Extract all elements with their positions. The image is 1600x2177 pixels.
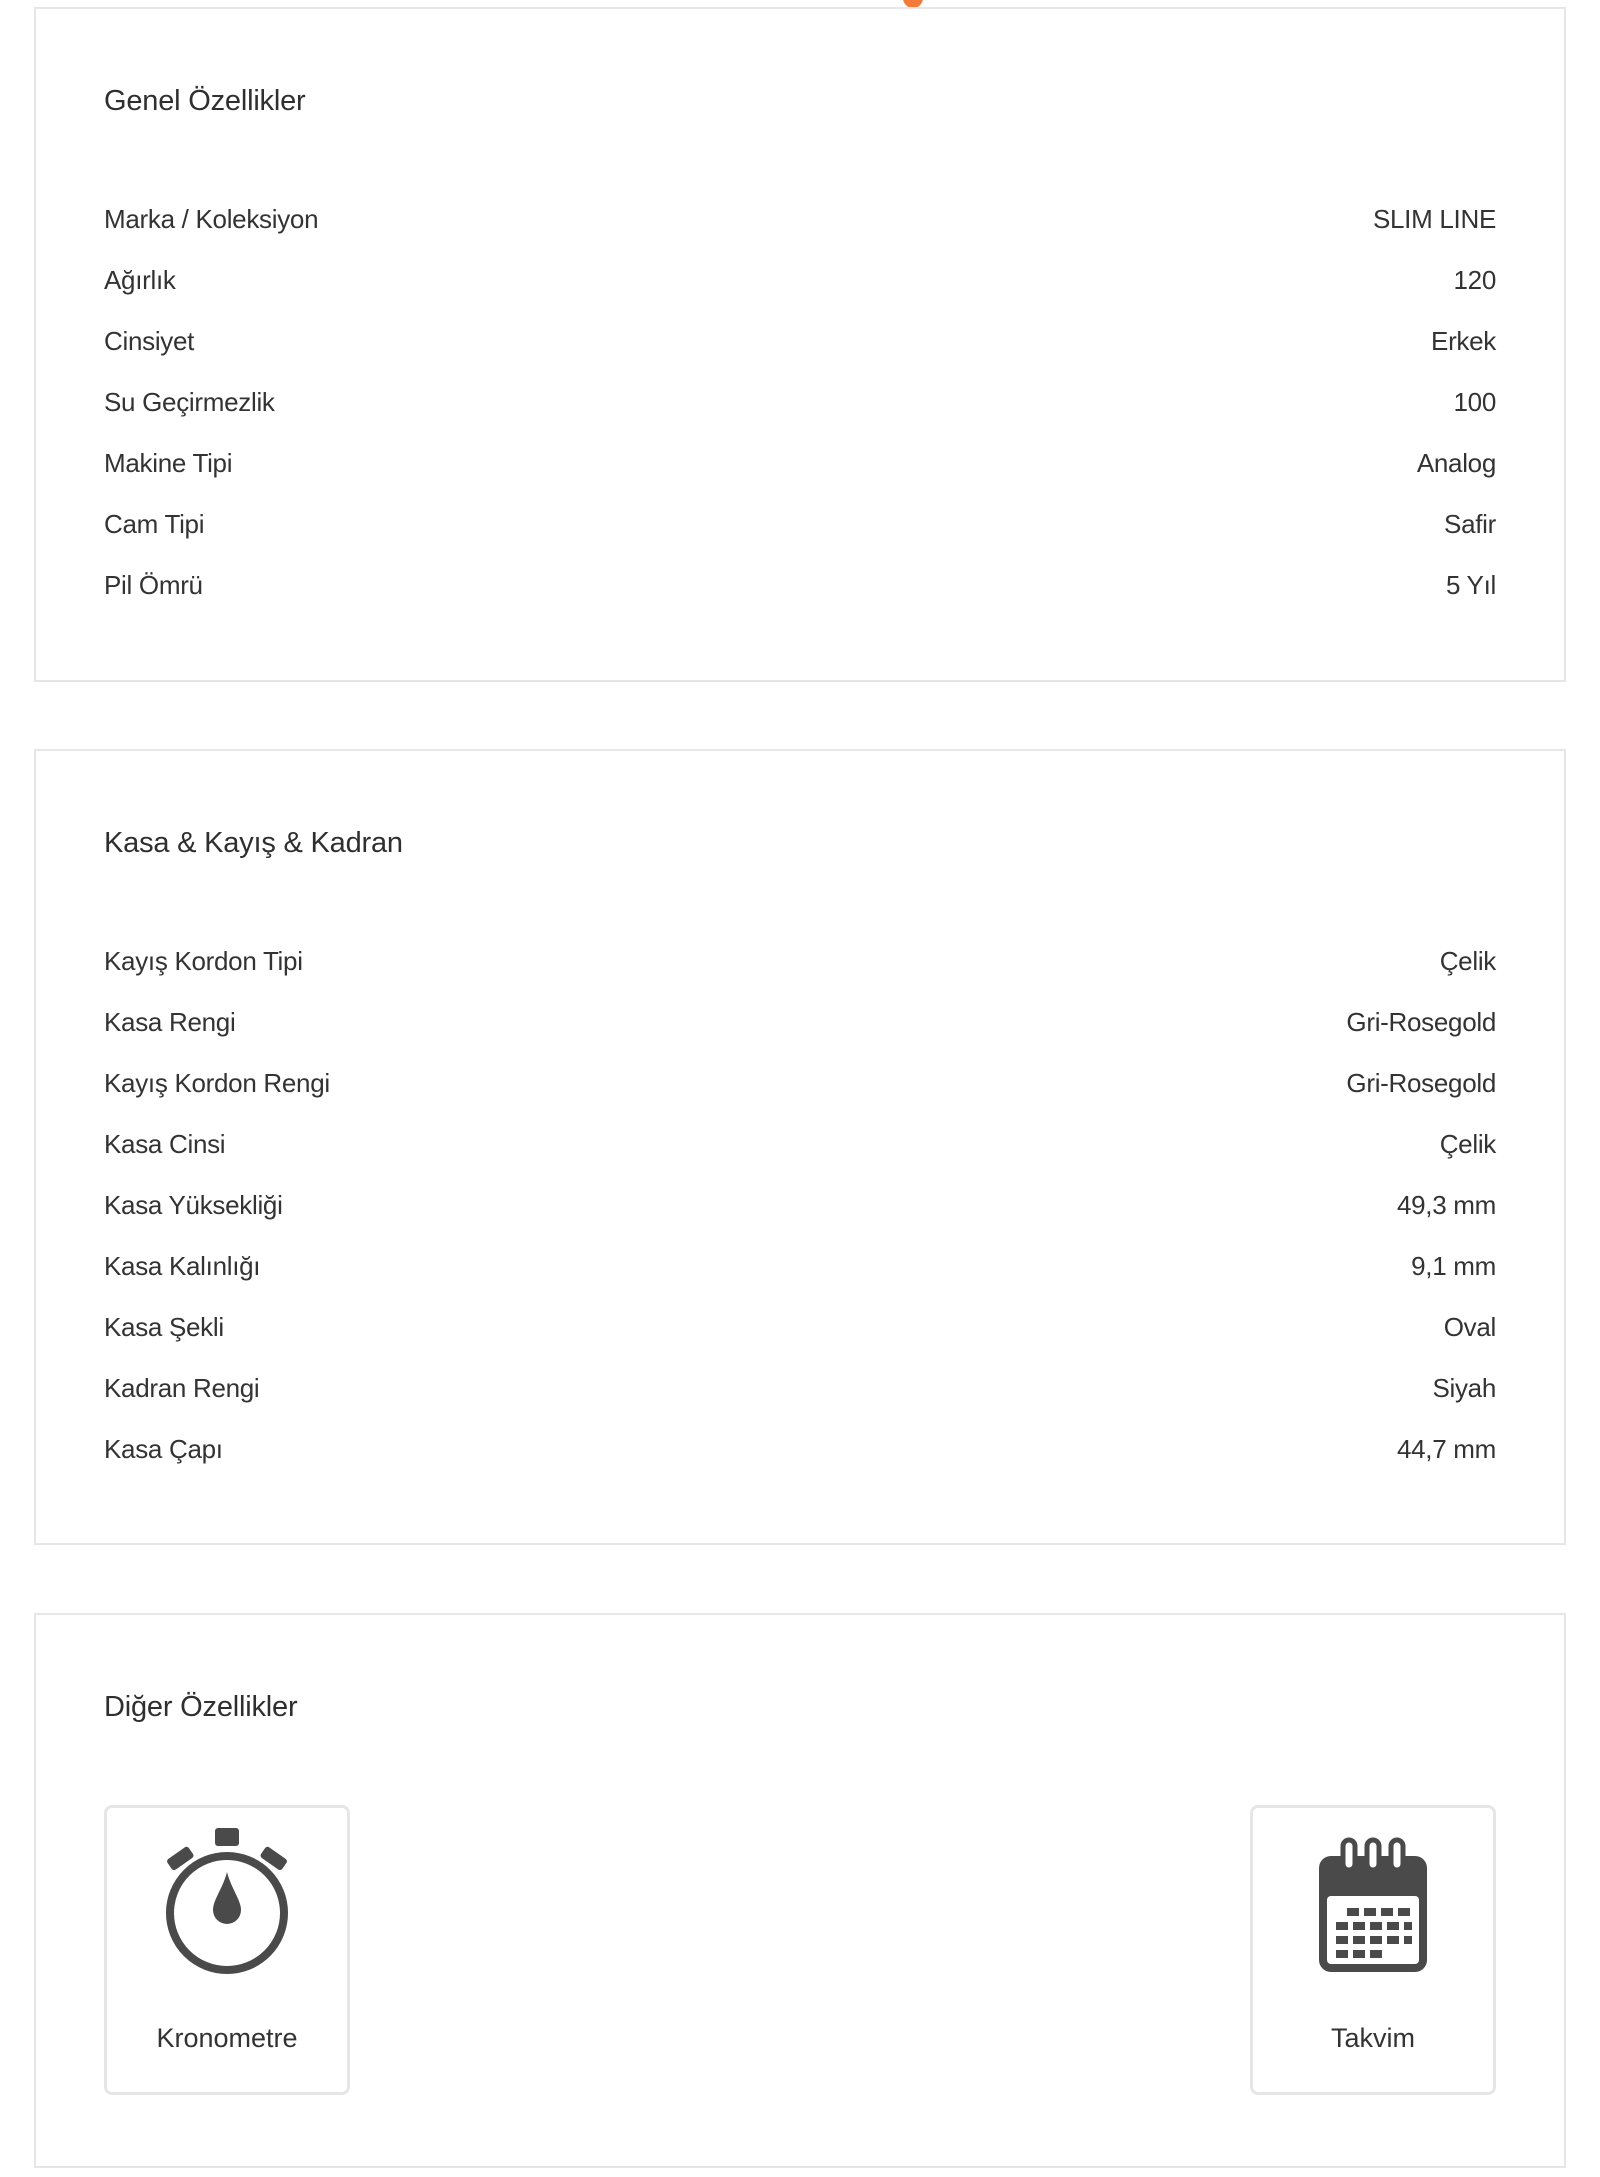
spec-label: Kasa Şekli — [104, 1312, 224, 1342]
stopwatch-icon — [157, 1822, 297, 1982]
spec-value: 5 Yıl — [1445, 570, 1496, 600]
spec-row-case-height — [104, 1175, 1496, 1236]
spec-row-glass-type — [104, 494, 1496, 555]
spec-label: Marka / Koleksiyon — [104, 204, 319, 234]
spec-value: Oval — [1443, 1312, 1496, 1342]
feature-label: Kronometre — [156, 2023, 298, 2053]
spec-value: 9,1 mm — [1411, 1251, 1496, 1281]
spec-label: Pil Ömrü — [104, 570, 203, 600]
spec-value: 120 — [1453, 265, 1496, 295]
spec-row-water-resistance — [104, 372, 1496, 433]
spec-row-case-thickness — [104, 1236, 1496, 1297]
spec-value: 44,7 mm — [1396, 1434, 1496, 1464]
spec-label: Cam Tipi — [104, 509, 205, 539]
spec-value: Erkek — [1431, 326, 1496, 356]
spec-value: Çelik — [1439, 1129, 1496, 1159]
case-specs-list — [104, 931, 1496, 1480]
spec-row-battery-life — [104, 555, 1496, 616]
spec-label: Su Geçirmezlik — [104, 387, 275, 417]
calendar-icon — [1303, 1822, 1443, 1982]
spec-label: Kasa Cinsi — [104, 1129, 226, 1159]
spec-value: Gri-Rosegold — [1346, 1068, 1496, 1098]
spec-label: Ağırlık — [104, 265, 176, 295]
spec-value: Gri-Rosegold — [1346, 1007, 1496, 1037]
case-strap-dial-title: Kasa & Kayış & Kadran — [104, 827, 403, 859]
spec-value: SLIM LINE — [1372, 204, 1496, 234]
spec-row-dial-color — [104, 1358, 1496, 1419]
feature-label: Takvim — [1330, 2023, 1415, 2053]
spec-label: Kayış Kordon Rengi — [104, 1068, 330, 1098]
spec-row-weight — [104, 250, 1496, 311]
spec-label: Kasa Yüksekliği — [104, 1190, 283, 1220]
feature-calendar — [1250, 1805, 1496, 2095]
spec-row-gender — [104, 311, 1496, 372]
spec-value: 100 — [1453, 387, 1496, 417]
spec-value: Safir — [1444, 509, 1496, 539]
general-specs-list — [104, 189, 1496, 616]
feature-chronograph — [104, 1805, 350, 2095]
spec-row-case-material — [104, 1114, 1496, 1175]
case-strap-dial-card — [34, 749, 1566, 1545]
general-specs-card — [34, 7, 1566, 682]
spec-row-strap-color — [104, 1053, 1496, 1114]
general-specs-title: Genel Özellikler — [104, 85, 306, 117]
spec-value: Çelik — [1439, 946, 1496, 976]
spec-label: Cinsiyet — [104, 326, 195, 356]
spec-label: Makine Tipi — [104, 448, 233, 478]
spec-row-strap-type — [104, 931, 1496, 992]
spec-label: Kasa Kalınlığı — [104, 1251, 261, 1281]
spec-value: Analog — [1416, 448, 1496, 478]
spec-label: Kasa Çapı — [104, 1434, 223, 1464]
spec-row-case-shape — [104, 1297, 1496, 1358]
spec-value: 49,3 mm — [1396, 1190, 1496, 1220]
spec-row-brand — [104, 189, 1496, 250]
spec-label: Kasa Rengi — [104, 1007, 236, 1037]
spec-row-case-color — [104, 992, 1496, 1053]
spec-label: Kayış Kordon Tipi — [104, 946, 303, 976]
spec-row-movement-type — [104, 433, 1496, 494]
spec-label: Kadran Rengi — [104, 1373, 260, 1403]
spec-row-case-diameter — [104, 1419, 1496, 1480]
other-features-card — [34, 1613, 1566, 2168]
spec-value: Siyah — [1432, 1373, 1496, 1403]
other-features-title: Diğer Özellikler — [104, 1691, 298, 1723]
